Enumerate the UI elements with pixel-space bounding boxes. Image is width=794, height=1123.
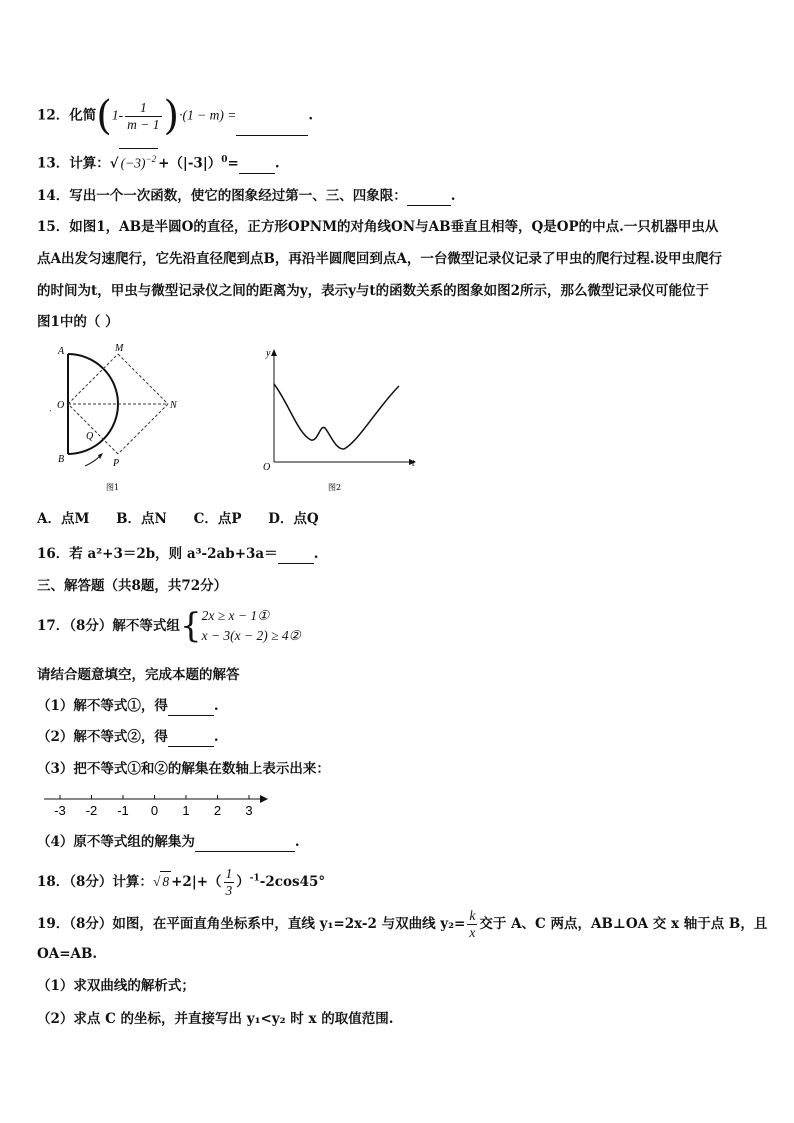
question-12: 12．化简(1- $\frac{1}{m - 1}$ )·(1 − m) = . xyxy=(37,93,314,139)
question-19-part-2: （2）求点 C 的坐标，并直接写出 y₁<y₂ 时 x 的取值范围. xyxy=(37,1011,394,1027)
step-4-blank xyxy=(195,851,295,852)
step-2-blank xyxy=(168,746,214,747)
q15-line-3: 的时间为t，甲虫与微型记录仪之间的距离为y，表示y与t的函数关系的图象如图2所示，那么微型记录仪可能位于 xyxy=(37,283,710,299)
q15-line-4: 图1中的（ ） xyxy=(37,314,119,330)
question-13: 13．计算：√ $(-3)^{-2} +(|-3|)^0=$ . xyxy=(37,148,280,174)
inequality-2: x − 3(x − 2) ≥ 4② xyxy=(201,628,301,643)
q17-label: 17．（8分）解不等式组 xyxy=(37,618,180,634)
q17-step-1: （1）解不等式①，得 . xyxy=(37,698,219,714)
number-line xyxy=(40,790,275,820)
label-a: A xyxy=(58,346,65,357)
label-y: y xyxy=(266,348,271,359)
label-origin: O xyxy=(263,462,271,473)
q12-expr-end: ·(1 − m) = xyxy=(179,107,237,123)
q14-answer-blank xyxy=(407,205,451,206)
number-line-arrow-icon xyxy=(260,795,268,803)
q13-radical: $(-3)^{-2}$ xyxy=(119,148,158,174)
label-n: N xyxy=(170,400,177,411)
q12-label: 12．化简 xyxy=(37,107,97,124)
q15-options xyxy=(37,509,319,529)
y-axis-arrow-icon xyxy=(271,349,277,356)
inequality-1: 2x ≥ x − 1① xyxy=(201,608,270,623)
curved-arrow-shaft xyxy=(85,456,100,466)
q17-step-4: （4）原不等式组的解集为 . xyxy=(37,834,300,850)
segment-mn xyxy=(118,354,168,404)
option-b: B．点N xyxy=(116,511,167,527)
down-arrow-icon xyxy=(50,410,51,416)
q17-step-3: （3）把不等式①和②的解集在数轴上表示出来： xyxy=(37,761,330,777)
tick-label: 1 xyxy=(182,803,190,818)
tick-label: 2 xyxy=(213,803,222,818)
label-q: Q xyxy=(86,431,94,442)
option-a: A．点M xyxy=(37,511,90,527)
label-m: M xyxy=(115,343,124,354)
tick-label: -1 xyxy=(117,803,129,818)
label-p: P xyxy=(113,458,120,469)
label-b: B xyxy=(58,454,65,465)
q18-fraction: $\frac{1}{3}$ xyxy=(225,866,233,898)
question-19-line-1: 19．（8分）如图，在平面直角坐标系中，直线 y₁=2x-2 与双曲线 y₂= $\frac{k}{x}$ 交于 A、C 两点，AB⊥OA 交 x 轴于点 B，且 xyxy=(37,908,768,940)
figure-2 xyxy=(258,342,423,497)
tick-label: 3 xyxy=(245,803,253,818)
q17-step-2: （2）解不等式②，得 . xyxy=(37,729,219,745)
figure-1 xyxy=(50,342,190,497)
figure-2-caption: 图2 xyxy=(328,483,342,492)
q12-expr-start: 1- xyxy=(111,107,124,123)
inequality-system xyxy=(202,606,301,646)
question-18: 18．（8分）计算：√ 8 +2|+（ $\frac{1}{3}$ ）$^{-1}$-2cos45° xyxy=(37,866,326,898)
tick-label: 0 xyxy=(150,803,159,818)
q17-prompt: 请结合题意填空，完成本题的解答 xyxy=(37,667,240,683)
segment-np xyxy=(118,404,168,454)
curved-arrow-icon xyxy=(98,453,103,459)
question-17: 17．（8分）解不等式组{ 2x ≥ x − 1① x − 3(x − 2) ≥ 4② xyxy=(37,606,301,646)
option-c: C．点P xyxy=(193,511,242,527)
question-14: 14．写出一个一次函数，使它的图象经过第一、三、四象限： . xyxy=(37,188,456,204)
graph-curve xyxy=(274,384,399,449)
section-heading: 三、解答题（共8题，共72分） xyxy=(37,578,228,594)
tick-label: -3 xyxy=(54,803,66,818)
k-over-x-fraction: $\frac{k}{x}$ xyxy=(469,908,476,940)
step-1-blank xyxy=(168,715,214,716)
q18-radical: 8 xyxy=(160,871,171,892)
q12-answer-blank xyxy=(236,135,308,136)
q13-answer-blank xyxy=(239,173,275,174)
label-o: O xyxy=(57,400,65,411)
tick-label: -2 xyxy=(85,803,98,818)
question-19-line-2: OA=AB. xyxy=(37,946,98,962)
q12-fraction: $\frac{1}{m - 1}$ xyxy=(127,99,160,132)
q13-label: 13．计算： xyxy=(37,155,110,172)
figure-1-caption: 图1 xyxy=(106,483,120,492)
question-16: 16．若 a²+3＝2b，则 a³-2ab+3a＝ . xyxy=(37,546,319,562)
number-line-ticks xyxy=(54,795,252,818)
q15-line-2: 点A出发匀速爬行，它先沿直径爬到点B，再沿半圆爬回到点A，一台微型记录仪记录了甲虫的爬行过程.设甲虫爬行 xyxy=(37,251,723,267)
question-19-part-1: （1）求双曲线的解析式； xyxy=(37,978,195,994)
q16-answer-blank xyxy=(278,563,314,564)
label-t: t xyxy=(412,458,415,469)
q15-line-1: 15．如图1，AB是半圆O的直径，正方形OPNM的对角线ON与AB垂直且相等，Q是OP的中点.一只机器甲虫从 xyxy=(37,219,719,235)
option-d: D．点Q xyxy=(268,511,319,527)
